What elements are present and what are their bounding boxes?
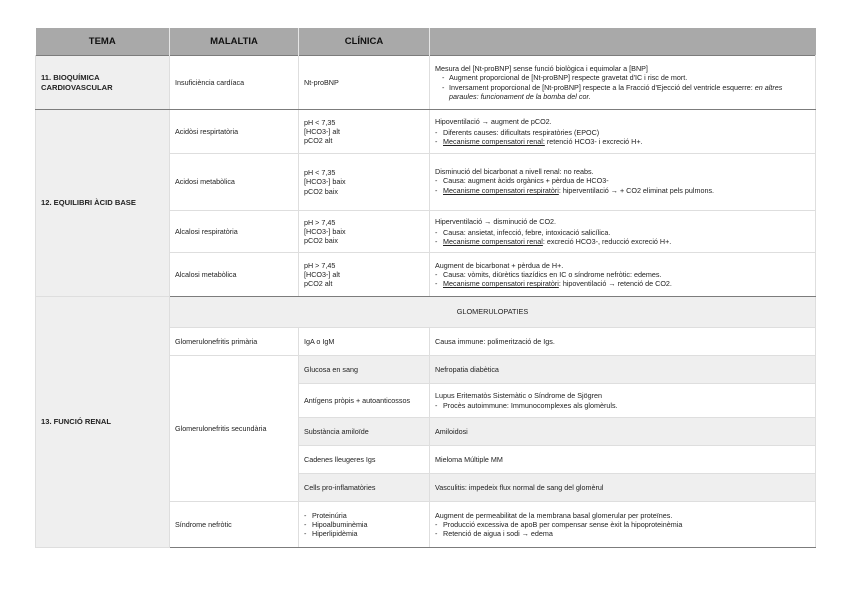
desc-text: : hipoventilació → retenció de CO2.: [558, 279, 672, 289]
malaltia-cell: Alcalosi respiratòria: [170, 211, 299, 253]
desc-bullet: [435, 83, 810, 101]
clinica-line: [HCO3-] baix: [304, 177, 346, 187]
summary-table: [35, 28, 816, 548]
clinica-line: pCO2 alt: [304, 136, 333, 146]
desc-cell: Mieloma Múltiple MM: [430, 446, 816, 474]
desc-line: Hiperventilació → disminució de CO2.: [435, 216, 557, 226]
clinica-cell: Nt-proBNP: [299, 56, 430, 110]
desc-bullet: - Augment proporcional de [Nt-proBNP] respecte gravetat d'IC i risc de mort.: [435, 73, 810, 82]
row-glomerulopaties: [36, 297, 816, 328]
desc-cell: [430, 56, 816, 110]
clinica-cell: [299, 154, 430, 211]
malaltia-cell: Síndrome nefròtic: [170, 502, 299, 548]
desc-bullet: [435, 279, 810, 288]
clinica-line: [HCO3-] alt: [304, 269, 340, 279]
clinica-line: pH > 7,45: [304, 217, 336, 227]
clinica-cell: Cadenes lleugeres Igs: [299, 446, 430, 474]
desc-text: retenció HCO3- i excreció H+.: [544, 137, 643, 147]
tema-11: 11. BIOQUÍMICA CARDIOVASCULAR: [36, 56, 170, 110]
desc-underlined: Mecanisme compensatori respiratòri: [443, 279, 559, 289]
desc-bullet: - Procès autoimmune: Immunocomplexes als glomèruls.: [435, 401, 810, 410]
header-clinica: CLÍNICA: [299, 28, 430, 56]
malaltia-cell: Glomerulonefritis primària: [170, 328, 299, 356]
desc-line: Hipoventilació → augment de pCO2.: [435, 116, 552, 126]
desc-underlined: Mecanisme compensatori renal: [443, 237, 543, 247]
clinica-cell: Antígens pròpis + autoanticossos: [299, 384, 430, 418]
desc-bullet: - Causa: vòmits, diürètics tiazídics en IC o síndrome nefròtic: edemes.: [435, 270, 810, 279]
desc-line: Augment de permeabilitat de la membrana basal glomerular per proteïnes.: [435, 510, 673, 520]
desc-cell: Amiloidosi: [430, 418, 816, 446]
desc-bullet: [435, 185, 810, 197]
clinica-line: pH < 7,35: [304, 117, 336, 127]
desc-cell: [430, 253, 816, 297]
desc-line: Augment de bicarbonat + pèrdua de H+.: [435, 260, 564, 270]
header-tema: TEMA: [36, 28, 170, 56]
clinica-bullet: - Hiperlipidèmia: [304, 529, 424, 538]
desc-cell: [430, 384, 816, 418]
clinica-bullet: - Proteinúria: [304, 511, 424, 520]
clinica-line: pH < 7,35: [304, 168, 336, 178]
clinica-line: pCO2 baix: [304, 236, 338, 246]
malaltia-cell: Acidòsi respirtatòria: [170, 110, 299, 154]
malaltia-cell: Acidosi metabòlica: [170, 154, 299, 211]
clinica-cell: IgA o IgM: [299, 328, 430, 356]
malaltia-cell: Glomerulonefritis secundària: [170, 356, 299, 502]
clinica-cell: Substància amiloïde: [299, 418, 430, 446]
desc-text: : hiperventilació → + CO2 eliminat pels pulmons.: [558, 186, 715, 196]
desc-cell: Vasculitis: impedeix flux normal de sang del glomèrul: [430, 474, 816, 502]
section-title: GLOMERULOPATIES: [170, 297, 816, 328]
clinica-line: [HCO3-] baix: [304, 226, 346, 236]
clinica-cell: Glucosa en sang: [299, 356, 430, 384]
row-insuficiencia-cardiaca: [36, 56, 816, 110]
desc-cell: Causa immune: polimerització de Igs.: [430, 328, 816, 356]
desc-bullet: - Diferents causes: dificultats respiratòries (EPOC): [435, 128, 810, 137]
header-row: [36, 28, 816, 56]
desc-line: Lupus Eritematòs Sistemàtic o Síndrome de Sjögren: [435, 391, 602, 401]
desc-cell: [430, 502, 816, 548]
desc-bullet: - Causa: augment àcids orgànics + pèrdua de HCO3-: [435, 176, 810, 185]
tema-13: 13. FUNCIÓ RENAL: [36, 297, 170, 548]
clinica-cell: [299, 110, 430, 154]
clinica-cell: [299, 253, 430, 297]
desc-cell: [430, 110, 816, 154]
header-empty: [430, 28, 816, 56]
desc-bullet: [435, 137, 810, 146]
desc-underlined: Mecanisme compensatori renal:: [443, 137, 545, 147]
desc-text: Inversament proporcional de [Nt-proBNP] respecte a la Fracció d'Ejecció del ventricle esquerre:: [449, 82, 753, 92]
desc-bullet: [435, 237, 810, 246]
clinica-cell: Cells pro-inflamatòries: [299, 474, 430, 502]
clinica-line: pCO2 baix: [304, 186, 338, 196]
desc-bullet: - Causa: ansietat, infecció, febre, intoxicació salicílica.: [435, 228, 810, 237]
tema-12: 12. EQUILIBRI ÀCID BASE: [36, 110, 170, 297]
desc-italic: en altres paraules: funcionament de la bomba del cor.: [449, 82, 783, 101]
desc-cell: Nefropatia diabètica: [430, 356, 816, 384]
clinica-cell: [299, 211, 430, 253]
desc-bullet: - Retenció de aigua i sodi → edema: [435, 529, 810, 538]
desc-line: Disminució del bicarbonat a nivell renal: no reabs.: [435, 167, 594, 177]
desc-cell: [430, 154, 816, 211]
desc-cell: [430, 211, 816, 253]
desc-text: : excreció HCO3-, reducció excreció H+.: [542, 237, 672, 247]
header-malaltia: MALALTIA: [170, 28, 299, 56]
row-acidosi-respiratoria: [36, 110, 816, 154]
malaltia-cell: Insuficiència cardíaca: [170, 56, 299, 110]
malaltia-cell: Alcalosi metabòlica: [170, 253, 299, 297]
desc-underlined: Mecanisme compensatori respiratòri: [443, 186, 559, 196]
clinica-bullet: - Hipoalbuminèmia: [304, 520, 424, 529]
clinica-cell: [299, 502, 430, 548]
clinica-line: pCO2 alt: [304, 279, 333, 289]
desc-line: Mesura del [Nt-proBNP] sense funció biològica i equimolar a [BNP]: [435, 64, 648, 74]
desc-bullet: - Producció excessiva de apoB per compensar sense èxit la hipoproteinèmia: [435, 520, 810, 529]
clinica-line: [HCO3-] alt: [304, 126, 340, 136]
clinica-line: pH > 7,45: [304, 260, 336, 270]
